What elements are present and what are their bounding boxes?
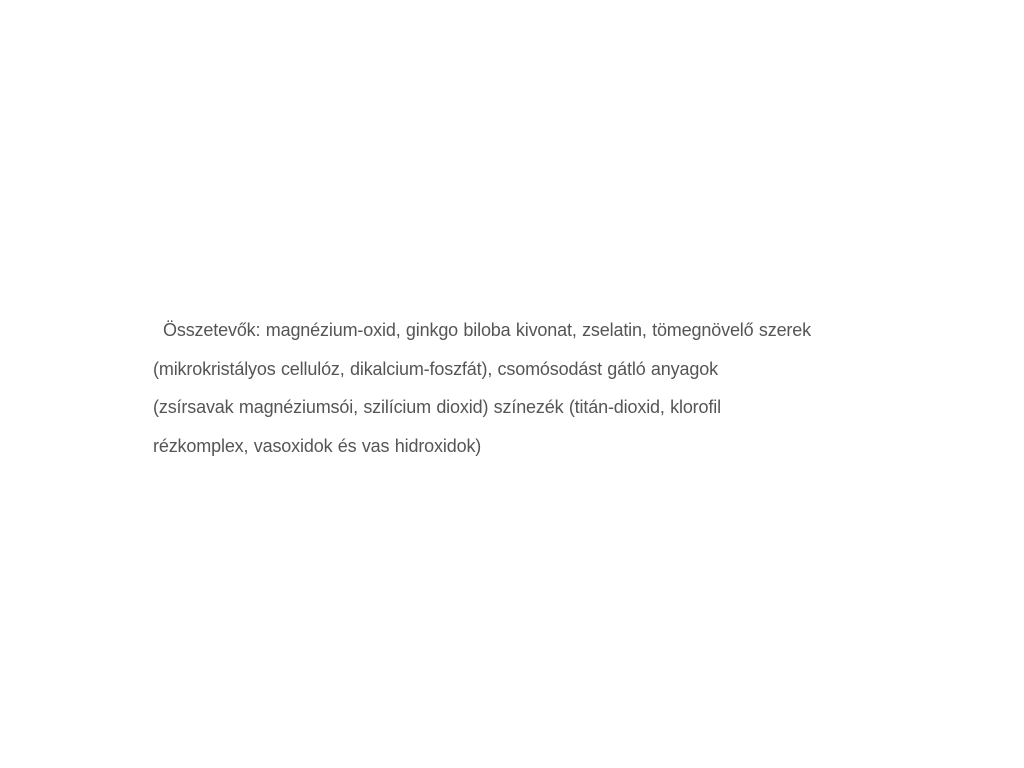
ingredients-paragraph	[153, 311, 893, 465]
ingredients-line: rézkomplex, vasoxidok és vas hidroxidok)	[153, 435, 482, 456]
ingredients-line: (zsírsavak magnéziumsói, szilícium dioxid) színezék (titán-dioxid, klorofil	[153, 397, 721, 417]
ingredients-line: Összetevők: magnézium-oxid, ginkgo biloba kivonat, zselatin, tömegnövelő szerek	[163, 320, 811, 340]
ingredients-line: (mikrokristályos cellulóz, dikalcium-foszfát), csomósodást gátló anyagok	[153, 358, 718, 379]
